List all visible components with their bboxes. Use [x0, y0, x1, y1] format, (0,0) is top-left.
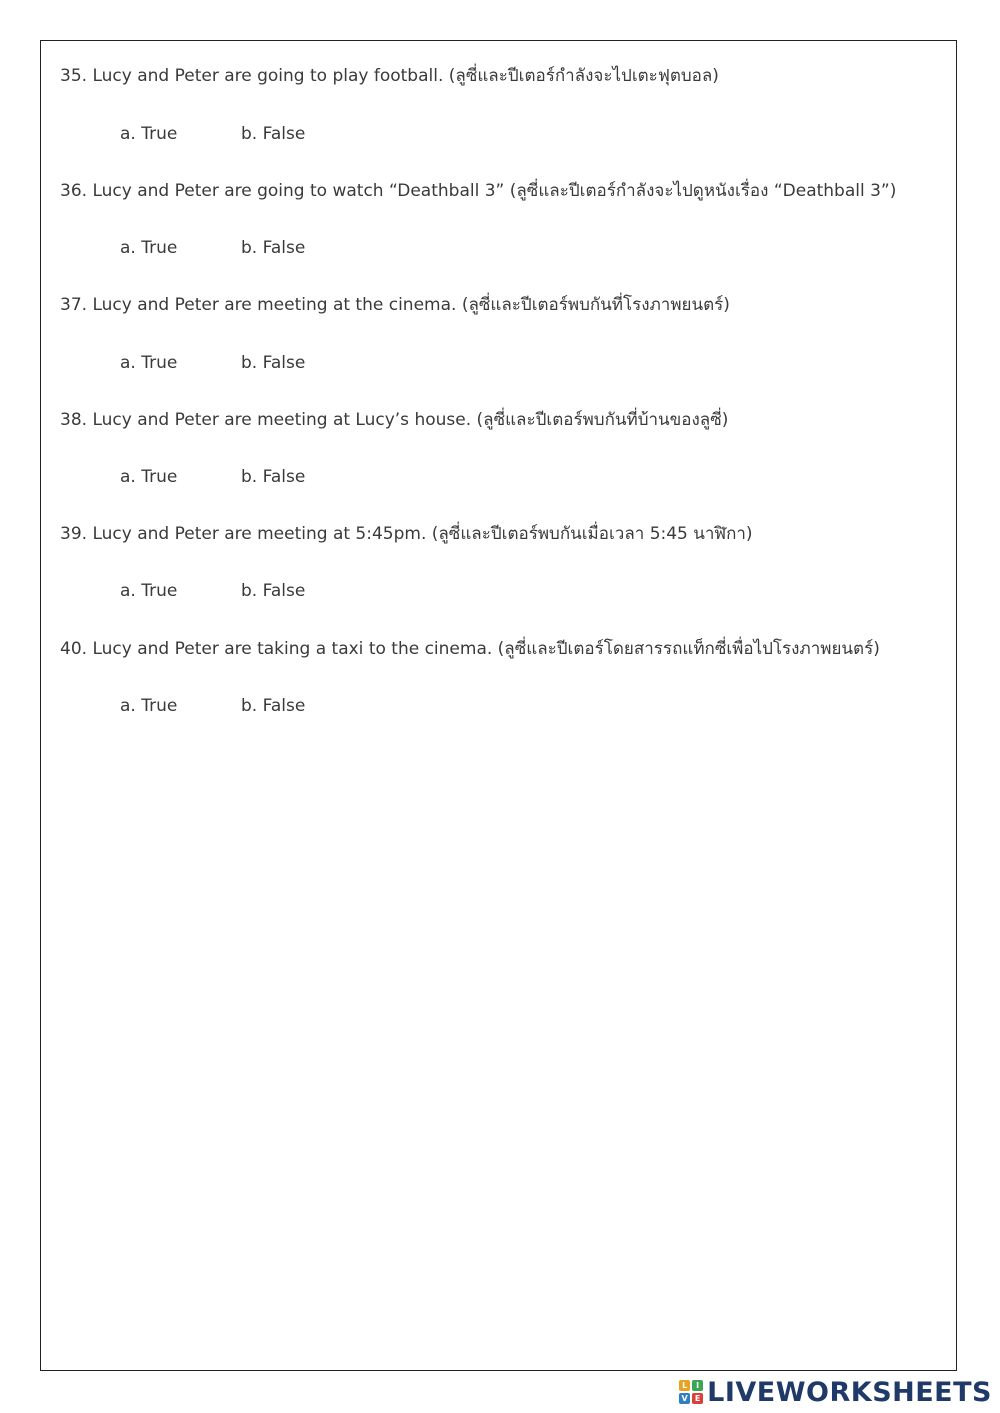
options-36 — [120, 237, 305, 259]
question-40: 40. Lucy and Peter are taking a taxi to the cinema. (ลูซี่และปีเตอร์โดยสารรถแท็กซี่เพื่อไปโรงภาพยนตร์) — [60, 639, 880, 659]
option-a-true[interactable]: a. True — [120, 124, 178, 144]
option-b-false[interactable]: b. False — [241, 581, 306, 601]
liveworksheets-logo[interactable] — [679, 1377, 992, 1407]
option-b-false[interactable]: b. False — [241, 696, 306, 716]
options-38 — [120, 466, 305, 488]
logo-letter-v: V — [679, 1393, 690, 1404]
options-39 — [120, 580, 305, 602]
option-b-false[interactable]: b. False — [241, 353, 306, 373]
option-a-true[interactable]: a. True — [120, 581, 178, 601]
option-a-true[interactable]: a. True — [120, 353, 178, 373]
liveworksheets-logo-text: LIVEWORKSHEETS — [707, 1376, 992, 1408]
option-a-true[interactable]: a. True — [120, 467, 178, 487]
question-39: 39. Lucy and Peter are meeting at 5:45pm. (ลูซี่และปีเตอร์พบกันเมื่อเวลา 5:45 นาฬิกา) — [60, 524, 753, 544]
option-a-true[interactable]: a. True — [120, 696, 178, 716]
option-a-true[interactable]: a. True — [120, 238, 178, 258]
option-b-false[interactable]: b. False — [241, 124, 306, 144]
question-35: 35. Lucy and Peter are going to play football. (ลูซี่และปีเตอร์กำลังจะไปเตะฟุตบอล) — [60, 66, 719, 86]
option-b-false[interactable]: b. False — [241, 238, 306, 258]
options-37 — [120, 352, 305, 374]
logo-letter-i: I — [692, 1380, 703, 1391]
logo-letter-e: E — [692, 1393, 703, 1404]
logo-letter-l: L — [679, 1380, 690, 1391]
options-35 — [120, 123, 305, 145]
question-38: 38. Lucy and Peter are meeting at Lucy’s house. (ลูซี่และปีเตอร์พบกันที่บ้านของลูซี่) — [60, 410, 729, 430]
option-b-false[interactable]: b. False — [241, 467, 306, 487]
question-36: 36. Lucy and Peter are going to watch “Deathball 3” (ลูซี่และปีเตอร์กำลังจะไปดูหนังเรื่อง “Deathball 3”) — [60, 181, 897, 201]
options-40 — [120, 695, 305, 717]
liveworksheets-logo-icon — [679, 1380, 703, 1404]
question-37: 37. Lucy and Peter are meeting at the cinema. (ลูซี่และปีเตอร์พบกันที่โรงภาพยนตร์) — [60, 295, 730, 315]
